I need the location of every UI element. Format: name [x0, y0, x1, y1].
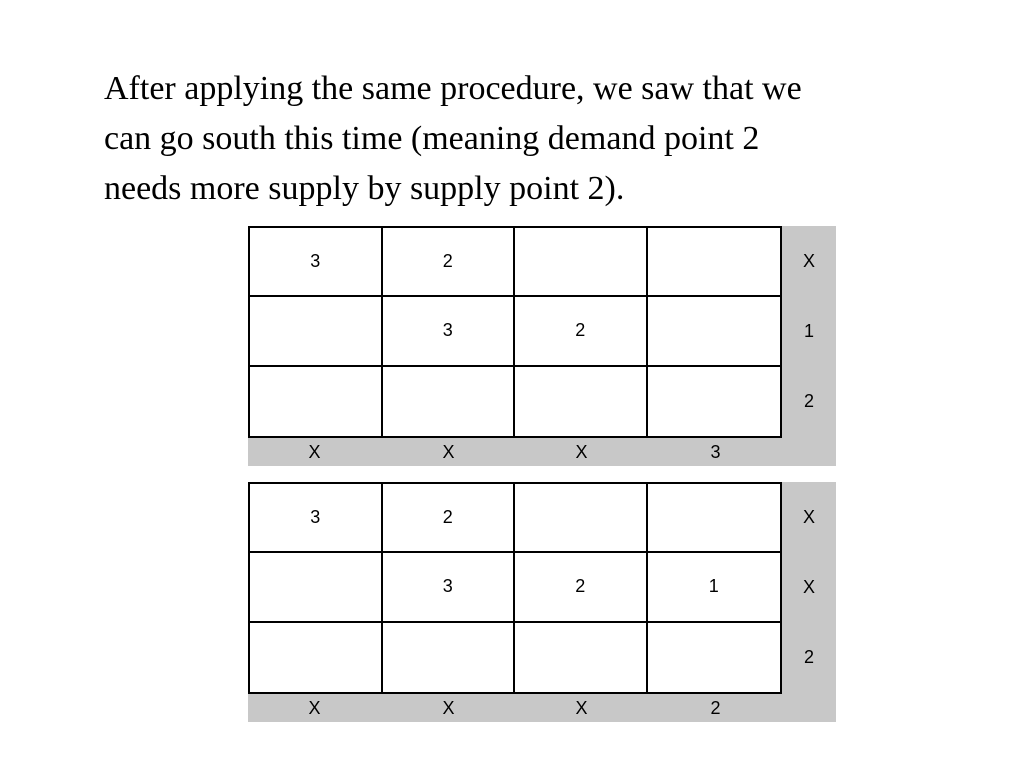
demand-column-label: X: [308, 697, 321, 718]
supply-row-label: X: [802, 250, 815, 271]
tableau-cell: [515, 228, 648, 297]
tableau-cell: [250, 553, 383, 622]
supply-row-label: 2: [803, 646, 814, 667]
demand-column-label: X: [442, 441, 455, 462]
supply-row-label: 1: [803, 320, 814, 341]
tableau-cell: 3: [250, 228, 383, 297]
tableau-cell: 2: [515, 297, 648, 366]
demand-column-label: 2: [710, 697, 721, 718]
tableau-cell: [250, 367, 383, 436]
demand-column-label: X: [442, 697, 455, 718]
tableau-cell: 2: [383, 484, 516, 553]
tableau-cell: [515, 623, 648, 692]
tableau-grid: [248, 226, 782, 438]
tableau-cell: [383, 623, 516, 692]
tableau-cell: 1: [648, 553, 781, 622]
demand-column-label: X: [575, 697, 588, 718]
tableau-cell: [648, 228, 781, 297]
tableau-cell: [515, 484, 648, 553]
tableau-cell: [648, 367, 781, 436]
slide-body-text: [104, 64, 964, 214]
tableau-cell: [250, 297, 383, 366]
tableau-cell: 3: [383, 553, 516, 622]
demand-column-label: X: [308, 441, 321, 462]
tableau-cell: [648, 623, 781, 692]
supply-row-label: X: [802, 576, 815, 597]
tableau-cell: [648, 297, 781, 366]
supply-row-label: X: [802, 506, 815, 527]
body-text-line: needs more supply by supply point 2).: [104, 170, 625, 207]
tableau-cell: [515, 367, 648, 436]
demand-column-label: 3: [710, 441, 721, 462]
tableau-cell: 2: [515, 553, 648, 622]
body-text-line: After applying the same procedure, we saw that we: [104, 70, 802, 107]
tableau-grid: [248, 482, 782, 694]
tableau-cell: 3: [383, 297, 516, 366]
tableau-cell: 2: [383, 228, 516, 297]
supply-row-label: 2: [803, 390, 814, 411]
transportation-tableau-2: [248, 482, 836, 722]
tableau-cell: [383, 367, 516, 436]
tableau-cell: [648, 484, 781, 553]
demand-column-label: X: [575, 441, 588, 462]
body-text-line: can go south this time (meaning demand point 2: [104, 120, 760, 157]
transportation-tableau-1: [248, 226, 836, 466]
tableau-cell: 3: [250, 484, 383, 553]
tableau-cell: [250, 623, 383, 692]
